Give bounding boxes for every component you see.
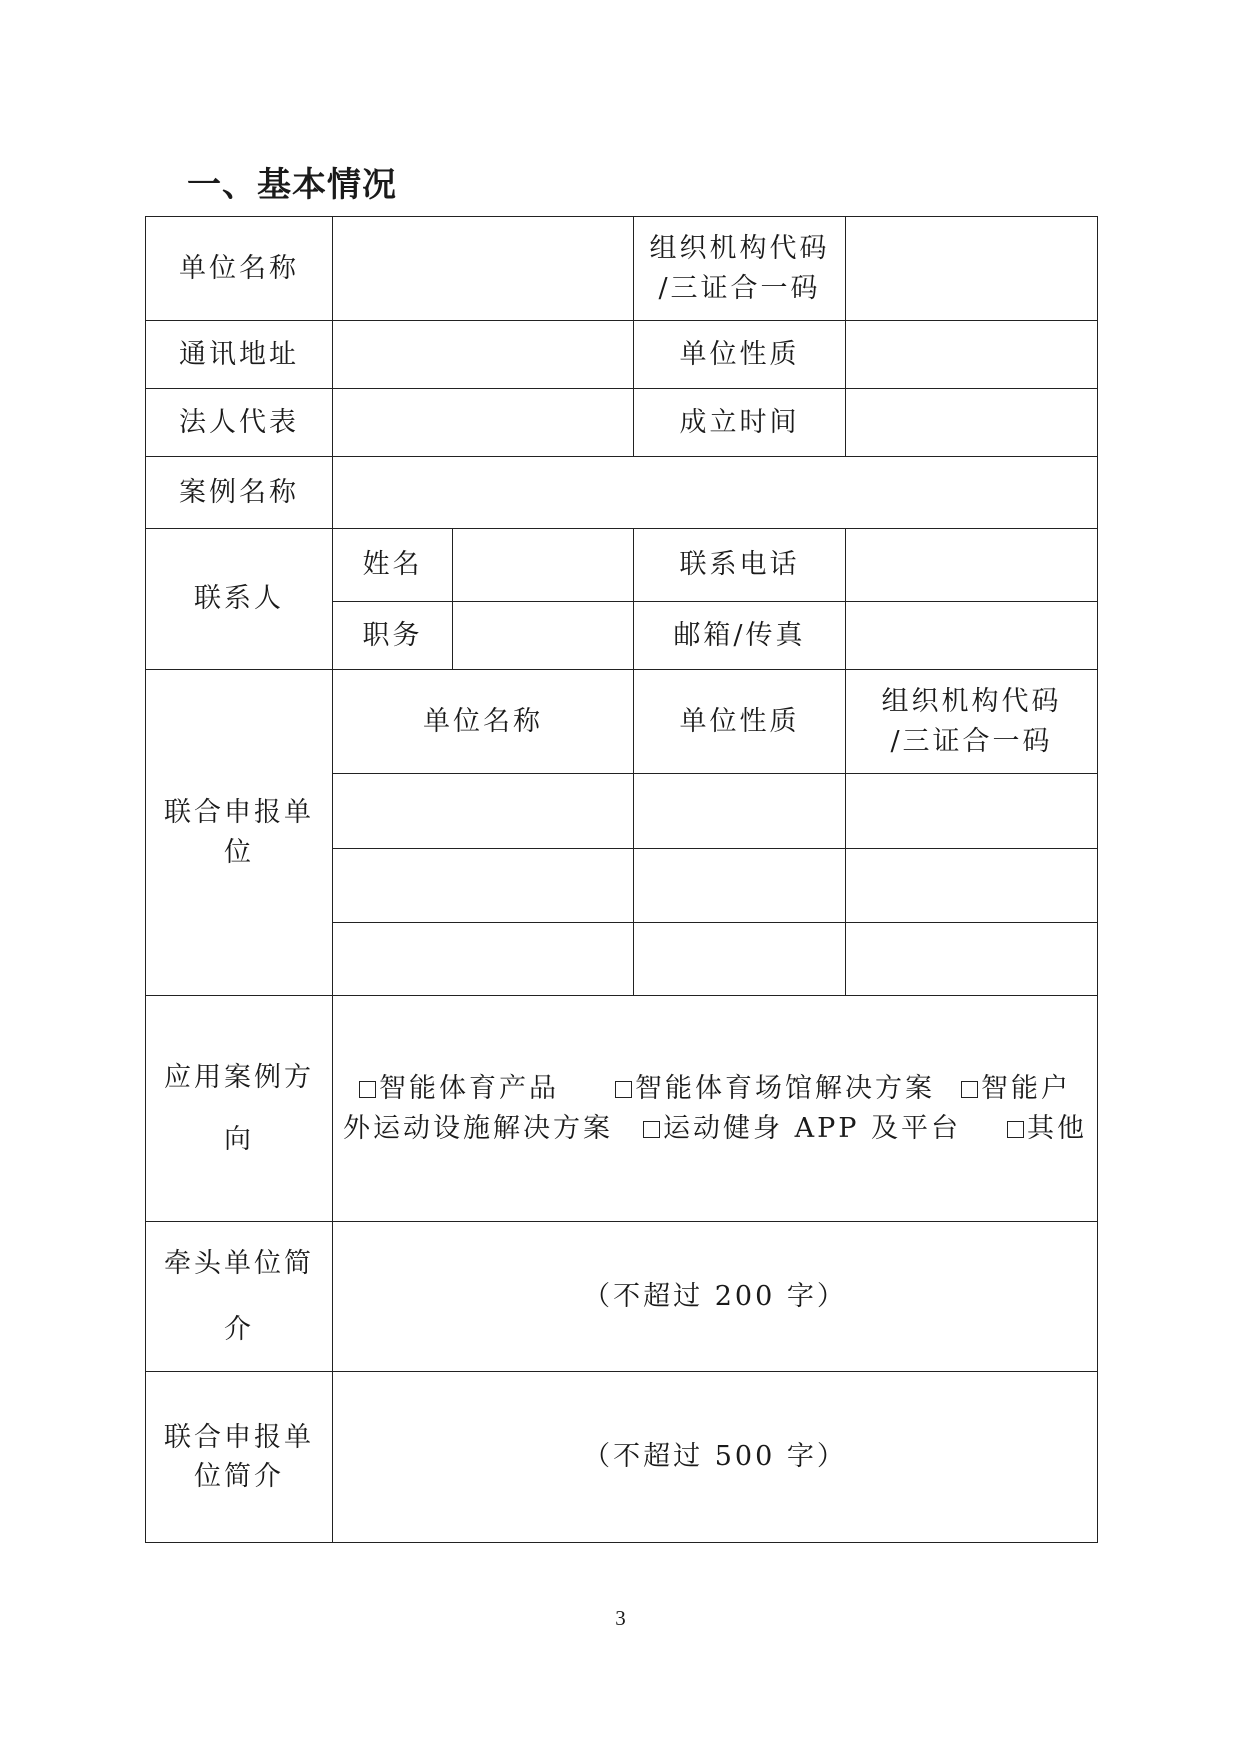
lead-intro-field[interactable] <box>333 1222 1098 1372</box>
org-code-label: 组织机构代码 /三证合一码 <box>634 217 846 321</box>
checkbox-icon[interactable] <box>961 1081 978 1098</box>
section-heading: 一、基本情况 <box>187 165 397 205</box>
founded-label: 成立时间 <box>634 389 846 457</box>
legal-rep-field[interactable] <box>333 389 634 457</box>
joint-unit-name-field[interactable] <box>333 774 634 849</box>
joint-unit-nature-field[interactable] <box>634 923 846 996</box>
row-contact-1 <box>146 529 1098 602</box>
option-other[interactable]: 其他 <box>1007 1113 1087 1144</box>
checkbox-icon[interactable] <box>615 1081 632 1098</box>
lead-intro-hint: （不超过 200 字） <box>583 1280 847 1312</box>
row-joint-header <box>146 670 1098 774</box>
contact-phone-field[interactable] <box>846 529 1098 602</box>
joint-unit-nature-field[interactable] <box>634 849 846 923</box>
option-smart-venue-solutions[interactable]: 智能体育场馆解决方案 <box>615 1073 935 1104</box>
founded-field[interactable] <box>846 389 1098 457</box>
row-address <box>146 321 1098 389</box>
checkbox-icon[interactable] <box>359 1081 376 1098</box>
contact-name-label: 姓名 <box>333 529 453 602</box>
row-joint-intro <box>146 1372 1098 1543</box>
joint-intro-field[interactable] <box>333 1372 1098 1543</box>
joint-org-code-field[interactable] <box>846 849 1098 923</box>
checkbox-icon[interactable] <box>1007 1121 1024 1138</box>
unit-name-label: 单位名称 <box>146 217 333 321</box>
direction-options: 智能体育产品 智能体育场馆解决方案 智能户 外运动设施解决方案 运动健身 APP 及平台 其他 <box>333 996 1098 1222</box>
checkbox-icon[interactable] <box>643 1121 660 1138</box>
contact-phone-label: 联系电话 <box>634 529 846 602</box>
row-legal-rep <box>146 389 1098 457</box>
unit-nature-field[interactable] <box>846 321 1098 389</box>
contact-email-fax-label: 邮箱/传真 <box>634 602 846 670</box>
contact-email-fax-field[interactable] <box>846 602 1098 670</box>
contact-position-label: 职务 <box>333 602 453 670</box>
row-case-name <box>146 457 1098 529</box>
option-fitness-app-platform[interactable]: 运动健身 APP 及平台 <box>643 1113 961 1144</box>
contact-label: 联系人 <box>146 529 333 670</box>
option-smart-outdoor-solutions[interactable]: 智能户 <box>961 1073 1071 1104</box>
joint-unit-name-field[interactable] <box>333 849 634 923</box>
basic-info-form <box>145 216 1098 1543</box>
contact-name-field[interactable] <box>453 529 634 602</box>
case-name-label: 案例名称 <box>146 457 333 529</box>
joint-intro-label: 联合申报单 位简介 <box>146 1372 333 1543</box>
joint-units-label: 联合申报单 位 <box>146 670 333 996</box>
direction-label: 应用案例方 向 <box>146 996 333 1222</box>
address-field[interactable] <box>333 321 634 389</box>
unit-name-field[interactable] <box>333 217 634 321</box>
row-lead-intro <box>146 1222 1098 1372</box>
joint-intro-hint: （不超过 500 字） <box>583 1441 847 1473</box>
page-number: 3 <box>615 1606 626 1630</box>
joint-org-code-field[interactable] <box>846 774 1098 849</box>
joint-unit-nature-field[interactable] <box>634 774 846 849</box>
unit-nature-label: 单位性质 <box>634 321 846 389</box>
option-smart-sports-products[interactable]: 智能体育产品 <box>359 1073 559 1104</box>
address-label: 通讯地址 <box>146 321 333 389</box>
row-direction <box>146 996 1098 1222</box>
legal-rep-label: 法人代表 <box>146 389 333 457</box>
joint-col-unit-name: 单位名称 <box>333 670 634 774</box>
case-name-field[interactable] <box>333 457 1098 529</box>
contact-position-field[interactable] <box>453 602 634 670</box>
row-unit-name <box>146 217 1098 321</box>
org-code-field[interactable] <box>846 217 1098 321</box>
lead-intro-label: 牵头单位简 介 <box>146 1222 333 1372</box>
joint-col-unit-nature: 单位性质 <box>634 670 846 774</box>
joint-col-org-code: 组织机构代码 /三证合一码 <box>846 670 1098 774</box>
joint-org-code-field[interactable] <box>846 923 1098 996</box>
joint-unit-name-field[interactable] <box>333 923 634 996</box>
